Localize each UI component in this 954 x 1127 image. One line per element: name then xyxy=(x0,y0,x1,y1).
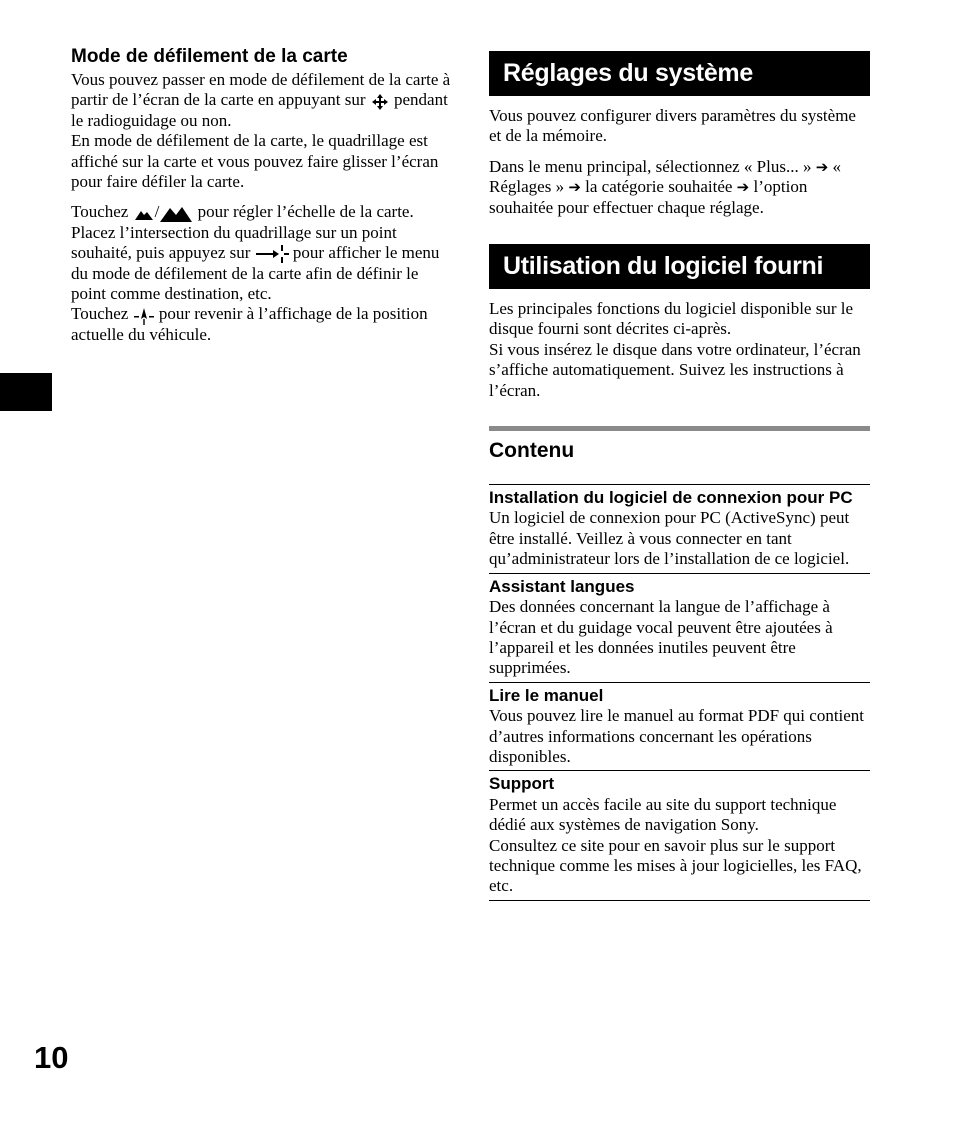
contents-list xyxy=(489,484,870,901)
scroll-mode-text: Vous pouvez passer en mode de défilement de la carte à partir de l’écran de la carte en appuyant sur xyxy=(71,70,451,110)
grid-drag-text: En mode de défilement de la carte, le quadrillage est affiché sur la carte et vous pouvez faire glisser l’écran pour faire défiler la carte. xyxy=(71,131,439,192)
grid-intersection-text: Placez l’intersection du quadrillage sur un point souhaité, puis appuyez sur xyxy=(71,222,397,263)
item-title: Support xyxy=(489,774,555,794)
contenu-rule xyxy=(489,426,870,431)
contenu-heading: Contenu xyxy=(489,439,575,463)
step-text: l’option souhaitée pour effectuer chaque réglage. xyxy=(489,177,808,217)
list-item xyxy=(489,573,870,682)
set-destination-arrow-icon xyxy=(255,245,289,263)
scroll-mode-heading: Mode de défilement de la carte xyxy=(71,46,348,67)
arrow-right-icon: ➔ xyxy=(736,178,750,197)
section-tab-marker xyxy=(0,373,52,411)
list-item xyxy=(489,484,870,573)
arrow-right-icon: ➔ xyxy=(568,178,581,197)
return-position-text: pour revenir à l’affichage de la position actuelle du véhicule. xyxy=(71,304,428,344)
item-title: Lire le manuel xyxy=(489,685,604,705)
touch-label: Touchez xyxy=(71,202,129,222)
item-body: Des données concernant la langue de l’affichage à l’écran et du guidage vocal peuvent être ajoutées à l’appareil et les données inutiles peuvent être supprimées. xyxy=(489,597,833,678)
item-body: Consultez ce site pour en savoir plus sur le support technique comme les mises à jour logicielles, les FAQ, etc. xyxy=(489,835,862,896)
zoom-out-mountain-icon xyxy=(159,205,193,223)
system-settings-steps xyxy=(489,157,870,218)
left-column xyxy=(71,46,451,345)
item-title: Assistant langues xyxy=(489,576,635,596)
item-body: Un logiciel de connexion pour PC (ActiveSync) peut être installé. Veillez à vous connecter en tant qu’administrateur lors de l’installation de ce logiciel. xyxy=(489,508,850,569)
system-settings-intro: Vous pouvez configurer divers paramètres du système et de la mémoire. xyxy=(489,106,856,146)
software-intro-text: Les principales fonctions du logiciel disponible sur le disque fourni sont décrites ci-après. xyxy=(489,299,854,339)
arrow-right-icon: ➔ xyxy=(815,157,829,176)
step-text: Dans le menu principal, sélectionnez « Plus... » xyxy=(489,156,812,176)
scroll-mode-paragraph-1 xyxy=(71,70,451,192)
list-item xyxy=(489,770,870,900)
item-title: Installation du logiciel de connexion pour PC xyxy=(489,488,853,508)
step-text: « Réglages » xyxy=(489,156,842,197)
right-column xyxy=(489,51,870,901)
software-intro xyxy=(489,299,870,401)
item-body: Permet un accès facile au site du support technique dédié aux systèmes de navigation Sony. xyxy=(489,794,837,835)
scale-text: pour régler l’échelle de la carte. xyxy=(197,202,414,222)
list-item xyxy=(489,682,870,771)
page-number: 10 xyxy=(34,1040,69,1075)
icon-separator: / xyxy=(154,202,160,222)
destination-menu-text: pour afficher le menu du mode de défilement de la carte afin de définir le point comme destination, etc. xyxy=(71,243,440,304)
software-usage-banner: Utilisation du logiciel fourni xyxy=(489,244,870,289)
step-text: la catégorie souhaitée xyxy=(585,177,733,197)
move-cross-icon xyxy=(370,93,390,111)
touch-label: Touchez xyxy=(71,304,129,324)
item-body: Vous pouvez lire le manuel au format PDF qui contient d’autres informations concernant les opérations disponibles. xyxy=(489,706,865,766)
software-autorun-text: Si vous insérez le disque dans votre ordinateur, l’écran s’affiche automatiquement. Suivez les instructions à l’écran. xyxy=(489,339,861,400)
system-settings-banner: Réglages du système xyxy=(489,51,870,96)
current-position-icon xyxy=(133,307,155,325)
scroll-mode-text: pendant le radioguidage ou non. xyxy=(71,90,448,130)
scroll-mode-paragraph-2 xyxy=(71,202,451,345)
zoom-in-mountain-icon xyxy=(133,207,155,221)
